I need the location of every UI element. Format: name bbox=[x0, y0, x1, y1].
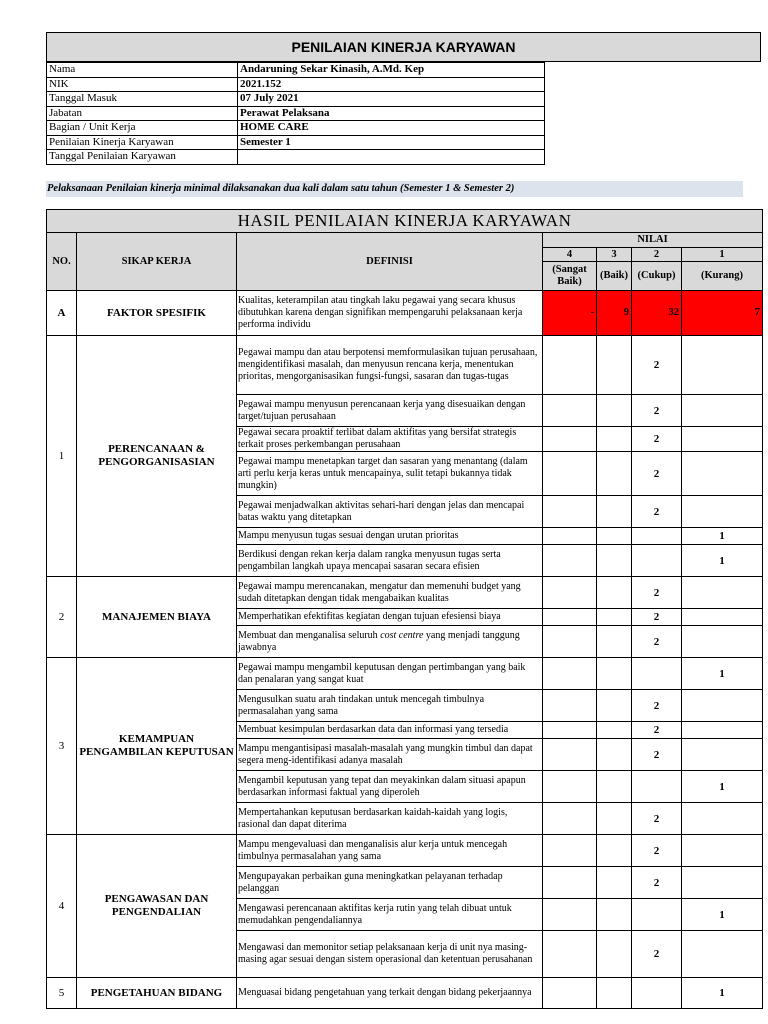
score-cell-3 bbox=[597, 835, 632, 867]
assessment-note: Pelaksanaan Penilaian kinerja minimal dilaksanakan dua kali dalam satu tahun (Semester 1 & Semester 2) bbox=[46, 181, 743, 197]
score-cell-3 bbox=[597, 722, 632, 739]
section-no: 2 bbox=[47, 577, 77, 658]
definition-cell: Mempertahankan keputusan berdasarkan kaidah-kaidah yang logis, rasional dan dapat diterima bbox=[237, 803, 543, 835]
score-2-header: 2 bbox=[632, 248, 682, 262]
score-cell-1 bbox=[682, 336, 763, 395]
info-label: Tanggal Penilaian Karyawan bbox=[47, 150, 238, 165]
col-no-header: NO. bbox=[47, 233, 77, 291]
score-cell-3 bbox=[597, 528, 632, 545]
score-cell-2: 2 bbox=[632, 722, 682, 739]
section-name: MANAJEMEN BIAYA bbox=[77, 577, 237, 658]
score-cell-1 bbox=[682, 931, 763, 978]
factor-row bbox=[47, 291, 763, 336]
score-cell-3 bbox=[597, 771, 632, 803]
score-cell-4 bbox=[543, 336, 597, 395]
score-cell-1 bbox=[682, 722, 763, 739]
score-cell-2 bbox=[632, 658, 682, 690]
definition-cell: Mengusulkan suatu arah tindakan untuk mencegah timbulnya permasalahan yang sama bbox=[237, 690, 543, 722]
section-name: PERENCANAAN & PENGORGANISASIAN bbox=[77, 336, 237, 577]
definition-cell: Mengambil keputusan yang tepat dan meyakinkan dalam situasi apapun berdasarkan informasi faktual yang diperoleh bbox=[237, 771, 543, 803]
info-row bbox=[47, 106, 545, 121]
definition-cell: Mampu mengantisipasi masalah-masalah yang mungkin timbul dan dapat segera meng-identifikasi adanya masalah bbox=[237, 739, 543, 771]
info-label: Jabatan bbox=[47, 106, 238, 121]
score-cell-3 bbox=[597, 803, 632, 835]
score-cell-4 bbox=[543, 395, 597, 427]
info-value: Semester 1 bbox=[238, 135, 545, 150]
score-cell-1: 1 bbox=[682, 545, 763, 577]
info-label: Tanggal Masuk bbox=[47, 92, 238, 107]
table-row bbox=[47, 658, 763, 690]
score-cell-3 bbox=[597, 452, 632, 496]
score-cell-1 bbox=[682, 690, 763, 722]
info-label: NIK bbox=[47, 77, 238, 92]
score-cell-2: 2 bbox=[632, 835, 682, 867]
info-label: Nama bbox=[47, 63, 238, 78]
section-no: 5 bbox=[47, 978, 77, 1009]
factor-name: FAKTOR SPESIFIK bbox=[77, 291, 237, 336]
score-cell-3 bbox=[597, 899, 632, 931]
score-cell-4 bbox=[543, 496, 597, 528]
score-cell-2: 2 bbox=[632, 931, 682, 978]
score-cell-4 bbox=[543, 545, 597, 577]
score-cell-1: 1 bbox=[682, 528, 763, 545]
table-heading: HASIL PENILAIAN KINERJA KARYAWAN bbox=[47, 210, 763, 233]
definition-cell: Pegawai mampu menyusun perencanaan kerja yang disesuaikan dengan target/tujuan perusahaan bbox=[237, 395, 543, 427]
score-cell-3 bbox=[597, 739, 632, 771]
score-cell-1 bbox=[682, 452, 763, 496]
score-cell-2: 2 bbox=[632, 336, 682, 395]
score-3-label: (Baik) bbox=[597, 262, 632, 291]
definition-cell: Mengupayakan perbaikan guna meningkatkan pelayanan terhadap pelanggan bbox=[237, 867, 543, 899]
definition-cell: Pegawai mampu mengambil keputusan dengan pertimbangan yang baik dan penalaran yang sangat kuat bbox=[237, 658, 543, 690]
definition-cell: Berdikusi dengan rekan kerja dalam rangka menyusun tugas serta pengambilan langkah upaya mencapai sasaran secara efisien bbox=[237, 545, 543, 577]
score-cell-1 bbox=[682, 577, 763, 609]
info-value: HOME CARE bbox=[238, 121, 545, 136]
definition-cell: Pegawai menjadwalkan aktivitas sehari-hari dengan jelas dan mencapai batas waktu yang ditetapkan bbox=[237, 496, 543, 528]
section-no: 1 bbox=[47, 336, 77, 577]
score-1-header: 1 bbox=[682, 248, 763, 262]
col-nilai-header: NILAI bbox=[543, 233, 763, 248]
score-cell-4 bbox=[543, 867, 597, 899]
info-row bbox=[47, 135, 545, 150]
section-name: PENGAWASAN DAN PENGENDALIAN bbox=[77, 835, 237, 978]
table-row bbox=[47, 577, 763, 609]
employee-info-table bbox=[46, 62, 545, 165]
score-cell-3 bbox=[597, 690, 632, 722]
factor-total-4: - bbox=[543, 291, 597, 336]
score-cell-1 bbox=[682, 496, 763, 528]
score-cell-2 bbox=[632, 899, 682, 931]
factor-definition: Kualitas, keterampilan atau tingkah laku pegawai yang secara khusus dibutuhkan karena dengan signifikan mempengaruhi pelaksanaan kerja performa individu bbox=[237, 291, 543, 336]
score-cell-4 bbox=[543, 452, 597, 496]
definition-cell: Membuat kesimpulan berdasarkan data dan informasi yang tersedia bbox=[237, 722, 543, 739]
score-cell-1 bbox=[682, 626, 763, 658]
info-row bbox=[47, 92, 545, 107]
table-heading-row bbox=[47, 210, 763, 233]
document-title: PENILAIAN KINERJA KARYAWAN bbox=[46, 32, 761, 62]
score-cell-1 bbox=[682, 803, 763, 835]
score-cell-1: 1 bbox=[682, 771, 763, 803]
definition-cell: Mampu mengevaluasi dan menganalisis alur kerja untuk mencegah timbulnya permasalahan yang sama bbox=[237, 835, 543, 867]
score-cell-1 bbox=[682, 395, 763, 427]
score-4-header: 4 bbox=[543, 248, 597, 262]
score-cell-3 bbox=[597, 577, 632, 609]
info-label: Penilaian Kinerja Karyawan bbox=[47, 135, 238, 150]
score-cell-3 bbox=[597, 395, 632, 427]
score-cell-4 bbox=[543, 577, 597, 609]
definition-cell: Mengawasi dan memonitor setiap pelaksanaan kerja di unit nya masing-masing agar sesuai dengan sistem operasional dan ketentuan perusahanan bbox=[237, 931, 543, 978]
definition-cell: Mengawasi perencanaan aktifitas kerja rutin yang telah dibuat untuk memudahkan pengendaliannya bbox=[237, 899, 543, 931]
score-cell-3 bbox=[597, 336, 632, 395]
score-cell-2 bbox=[632, 545, 682, 577]
score-cell-4 bbox=[543, 835, 597, 867]
score-cell-3 bbox=[597, 931, 632, 978]
info-row bbox=[47, 121, 545, 136]
info-row bbox=[47, 63, 545, 78]
score-cell-1: 1 bbox=[682, 658, 763, 690]
score-cell-4 bbox=[543, 978, 597, 1009]
factor-total-2: 32 bbox=[632, 291, 682, 336]
score-3-header: 3 bbox=[597, 248, 632, 262]
score-cell-4 bbox=[543, 899, 597, 931]
score-cell-4 bbox=[543, 609, 597, 626]
factor-total-1: 7 bbox=[682, 291, 763, 336]
score-cell-2 bbox=[632, 978, 682, 1009]
col-sikap-header: SIKAP KERJA bbox=[77, 233, 237, 291]
table-row bbox=[47, 835, 763, 867]
score-cell-1 bbox=[682, 609, 763, 626]
score-cell-4 bbox=[543, 658, 597, 690]
score-cell-2: 2 bbox=[632, 427, 682, 452]
score-cell-2: 2 bbox=[632, 626, 682, 658]
factor-no: A bbox=[47, 291, 77, 336]
score-cell-1: 1 bbox=[682, 899, 763, 931]
info-value: 07 July 2021 bbox=[238, 92, 545, 107]
score-2-label: (Cukup) bbox=[632, 262, 682, 291]
score-cell-3 bbox=[597, 545, 632, 577]
table-row bbox=[47, 336, 763, 395]
score-cell-3 bbox=[597, 978, 632, 1009]
score-cell-3 bbox=[597, 609, 632, 626]
assessment-table bbox=[46, 209, 763, 1009]
info-label: Bagian / Unit Kerja bbox=[47, 121, 238, 136]
score-cell-3 bbox=[597, 626, 632, 658]
score-cell-3 bbox=[597, 496, 632, 528]
score-cell-4 bbox=[543, 739, 597, 771]
section-no: 4 bbox=[47, 835, 77, 978]
score-cell-2: 2 bbox=[632, 577, 682, 609]
info-value: 2021.152 bbox=[238, 77, 545, 92]
score-cell-4 bbox=[543, 722, 597, 739]
score-cell-2 bbox=[632, 771, 682, 803]
definition-cell: Pegawai mampu dan atau berpotensi memformulasikan tujuan perusahaan, mengidentifikasi masalah, dan menyusun rencana kerja, menentukan prioritas, mengorganisasikan fungsi-fungsi, sasaran dan tugas-tugas bbox=[237, 336, 543, 395]
score-cell-4 bbox=[543, 931, 597, 978]
score-cell-2: 2 bbox=[632, 867, 682, 899]
score-cell-3 bbox=[597, 658, 632, 690]
score-cell-1 bbox=[682, 739, 763, 771]
score-cell-1 bbox=[682, 427, 763, 452]
section-name: PENGETAHUAN BIDANG bbox=[77, 978, 237, 1009]
score-cell-1 bbox=[682, 835, 763, 867]
info-row bbox=[47, 150, 545, 165]
score-cell-1: 1 bbox=[682, 978, 763, 1009]
score-cell-1 bbox=[682, 867, 763, 899]
section-no: 3 bbox=[47, 658, 77, 835]
definition-cell: Membuat dan menganalisa seluruh cost centre yang menjadi tanggung jawabnya bbox=[237, 626, 543, 658]
score-cell-2: 2 bbox=[632, 609, 682, 626]
score-cell-2: 2 bbox=[632, 739, 682, 771]
definition-cell: Menguasai bidang pengetahuan yang terkait dengan bidang pekerjaannya bbox=[237, 978, 543, 1009]
info-value: Perawat Pelaksana bbox=[238, 106, 545, 121]
definition-cell: Pegawai secara proaktif terlibat dalam aktifitas yang bersifat strategis terkait proses perkembangan perusahaan bbox=[237, 427, 543, 452]
score-cell-2: 2 bbox=[632, 690, 682, 722]
score-4-label: (Sangat Baik) bbox=[543, 262, 597, 291]
factor-total-3: 9 bbox=[597, 291, 632, 336]
definition-cell: Pegawai mampu menetapkan target dan sasaran yang menantang (dalam arti perlu kerja keras untuk mencapainya, sulit tetapi bukannya tidak mungkin) bbox=[237, 452, 543, 496]
score-cell-2: 2 bbox=[632, 452, 682, 496]
score-cell-2: 2 bbox=[632, 496, 682, 528]
score-cell-4 bbox=[543, 626, 597, 658]
info-row bbox=[47, 77, 545, 92]
score-1-label: (Kurang) bbox=[682, 262, 763, 291]
score-cell-4 bbox=[543, 771, 597, 803]
col-definisi-header: DEFINISI bbox=[237, 233, 543, 291]
score-cell-3 bbox=[597, 867, 632, 899]
info-value: Andaruning Sekar Kinasih, A.Md. Kep bbox=[238, 63, 545, 78]
score-cell-2 bbox=[632, 528, 682, 545]
score-cell-3 bbox=[597, 427, 632, 452]
definition-cell: Mampu menyusun tugas sesuai dengan urutan prioritas bbox=[237, 528, 543, 545]
info-value bbox=[238, 150, 545, 165]
score-cell-4 bbox=[543, 803, 597, 835]
score-cell-2: 2 bbox=[632, 395, 682, 427]
score-cell-4 bbox=[543, 690, 597, 722]
score-cell-4 bbox=[543, 528, 597, 545]
table-row bbox=[47, 978, 763, 1009]
definition-cell: Pegawai mampu merencanakan, mengatur dan memenuhi budget yang sudah ditetapkan dengan tidak mengabaikan kualitas bbox=[237, 577, 543, 609]
section-name: KEMAMPUAN PENGAMBILAN KEPUTUSAN bbox=[77, 658, 237, 835]
definition-cell: Memperhatikan efektifitas kegiatan dengan tujuan efesiensi biaya bbox=[237, 609, 543, 626]
score-cell-2: 2 bbox=[632, 803, 682, 835]
score-cell-4 bbox=[543, 427, 597, 452]
